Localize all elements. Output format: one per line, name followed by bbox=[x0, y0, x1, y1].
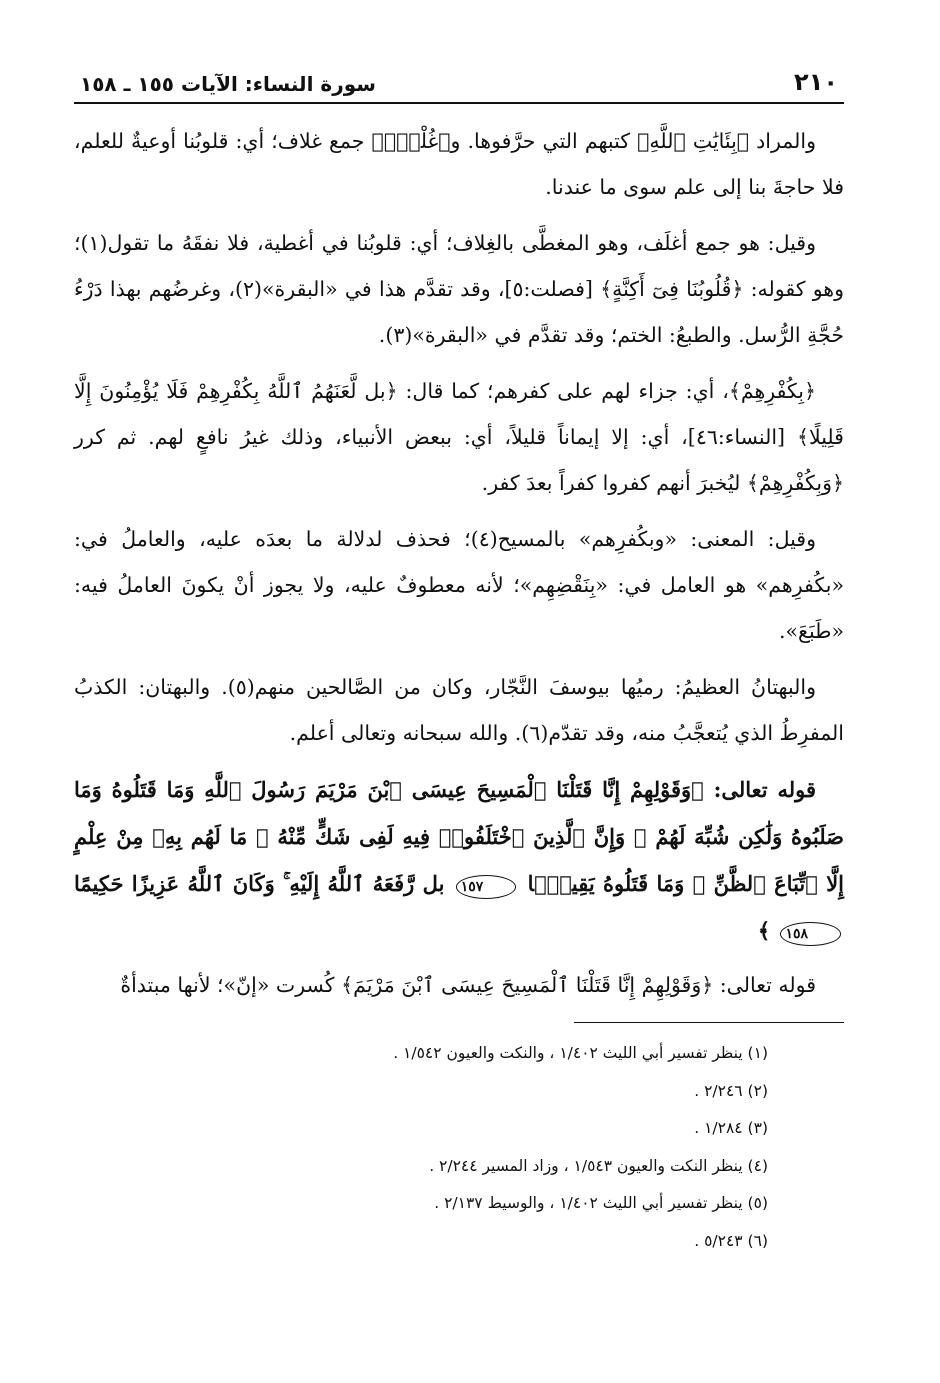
verse-text: بل رَّفَعَهُ ٱللَّهُ إِلَيْهِ ۚ وَكَانَ ٱللَّهُ عَزِيزًا حَكِيمًا bbox=[74, 871, 445, 896]
footnote-separator bbox=[574, 1022, 844, 1023]
page-number: ٢١٠ bbox=[794, 68, 838, 96]
footnote: (٤) ينظر النكت والعيون ١/٥٤٣ ، وزاد المسير ٢/٢٤٤ . bbox=[429, 1156, 768, 1175]
footnote: (٢) ٢/٢٤٦ . bbox=[694, 1081, 768, 1100]
verse-lead: قوله تعالى: bbox=[713, 777, 816, 802]
book-page bbox=[74, 68, 844, 1260]
page-header bbox=[74, 68, 844, 104]
paragraph: والبهتانُ العظيمُ: رميُها بيوسفَ النَّجّار، وكان من الصَّالحين منهم(٥). والبهتان: الكذبُ المفرِطُ الذي يُتعجَّبُ منه، وقد تقدّم(٦). والله سبحانه وتعالى أعلم. bbox=[74, 675, 844, 745]
ayah-number-marker: ١٥٧ bbox=[456, 875, 517, 899]
quran-verse-block bbox=[74, 766, 844, 954]
running-title: سورة النساء: الآيات ١٥٥ ـ ١٥٨ bbox=[80, 72, 376, 96]
paragraph: ﴿بِكُفْرِهِمْ﴾، أي: جزاء لهم على كفرهم؛ كما قال: ﴿بل لَّعَنَهُمُ ٱللَّهُ بِكُفْرِهِمْ فَلَا يُؤْمِنُونَ إِلَّا قَلِيلًا﴾ [النساء:٤٦]، أي: إلا إيماناً قليلاً، أي: ببعض الأنبياء، وذلك غيرُ نافعٍ لهم. ثم كرر ﴿وَبِكُفْرِهِمْ﴾ ليُخبرَ أنهم كفروا كفراً بعدَ كفر. bbox=[74, 379, 844, 495]
verse-close-bracket: ﴾ bbox=[757, 918, 771, 943]
footnote: (٦) ٥/٢٤٣ . bbox=[694, 1231, 768, 1250]
ayah-number-marker: ١٥٨ bbox=[780, 922, 841, 946]
paragraph: وقيل: هو جمع أغلَف، وهو المغطَّى بالغِلاف؛ أي: قلوبُنا في أغطية، فلا نفقَهُ ما تقول(١)؛ وهو كقوله: ﴿قُلُوبُنَا فِىٓ أَكِنَّةٍ﴾ [فصلت:٥]، وقد تقدَّم هذا في «البقرة»(٢)، وغرضُهم بهذا دَرْءُ حُجَّةِ الرُّسل. والطبعُ: الختم؛ وقد تقدَّم في «البقرة»(٣). bbox=[74, 231, 845, 347]
paragraph: وقيل: المعنى: «وبكُفرِهم» بالمسيح(٤)؛ فحذف لدلالة ما بعدَه عليه، والعاملُ في: «بكُفرِهم» هو العامل في: «بِنَقْضِهِم»؛ لأنه معطوفٌ عليه، ولا يجوز أنْ يكونَ العاملُ فيه: «طَبَعَ». bbox=[74, 527, 844, 643]
paragraph: قوله تعالى: ﴿وَقَوْلِهِمْ إِنَّا قَتَلْنَا ٱلْمَسِيحَ عِيسَى ٱبْنَ مَرْيَمَ﴾ كُسرت «إنّ»؛ لأنها مبتدأةٌ bbox=[120, 973, 816, 997]
footnote: (٥) ينظر تفسير أبي الليث ١/٤٠٢ ، والوسيط ٢/١٣٧ . bbox=[434, 1194, 768, 1212]
footnote: (١) ينظر تفسير أبي الليث ١/٤٠٢ ، والنكت والعيون ١/٥٤٢ . bbox=[393, 1044, 768, 1062]
commentary-body bbox=[74, 118, 844, 1008]
footnote: (٣) ١/٢٨٤ . bbox=[694, 1119, 768, 1137]
footnotes bbox=[74, 1035, 844, 1260]
paragraph: والمراد ﴿بِئَايَٰتِ ٱللَّهِ﴾ كتبهم التي حرَّفوها. و﴿غُلْفٌۢ﴾ جمع غلاف؛ أي: قلوبُنا أوعيةٌ للعلم، فلا حاجةَ بنا إلى علم سوى ما عندنا. bbox=[74, 129, 844, 199]
verse-text: ﴿وَقَوْلِهِمْ إِنَّا قَتَلْنَا ٱلْمَسِيحَ عِيسَى ٱبْنَ مَرْيَمَ رَسُولَ ٱللَّهِ وَمَا قَتَلُوهُ وَمَا صَلَبُوهُ وَلَٰكِن شُبِّهَ لَهُمْ ۚ وَإِنَّ ٱلَّذِينَ ٱخْتَلَفُوا۟ فِيهِ لَفِى شَكٍّ مِّنْهُ ۚ مَا لَهُم بِهِۦ مِنْ عِلْمٍ إِلَّا ٱتِّبَاعَ ٱلظَّنِّ ۚ وَمَا قَتَلُوهُ يَقِينًۢا bbox=[74, 777, 845, 896]
